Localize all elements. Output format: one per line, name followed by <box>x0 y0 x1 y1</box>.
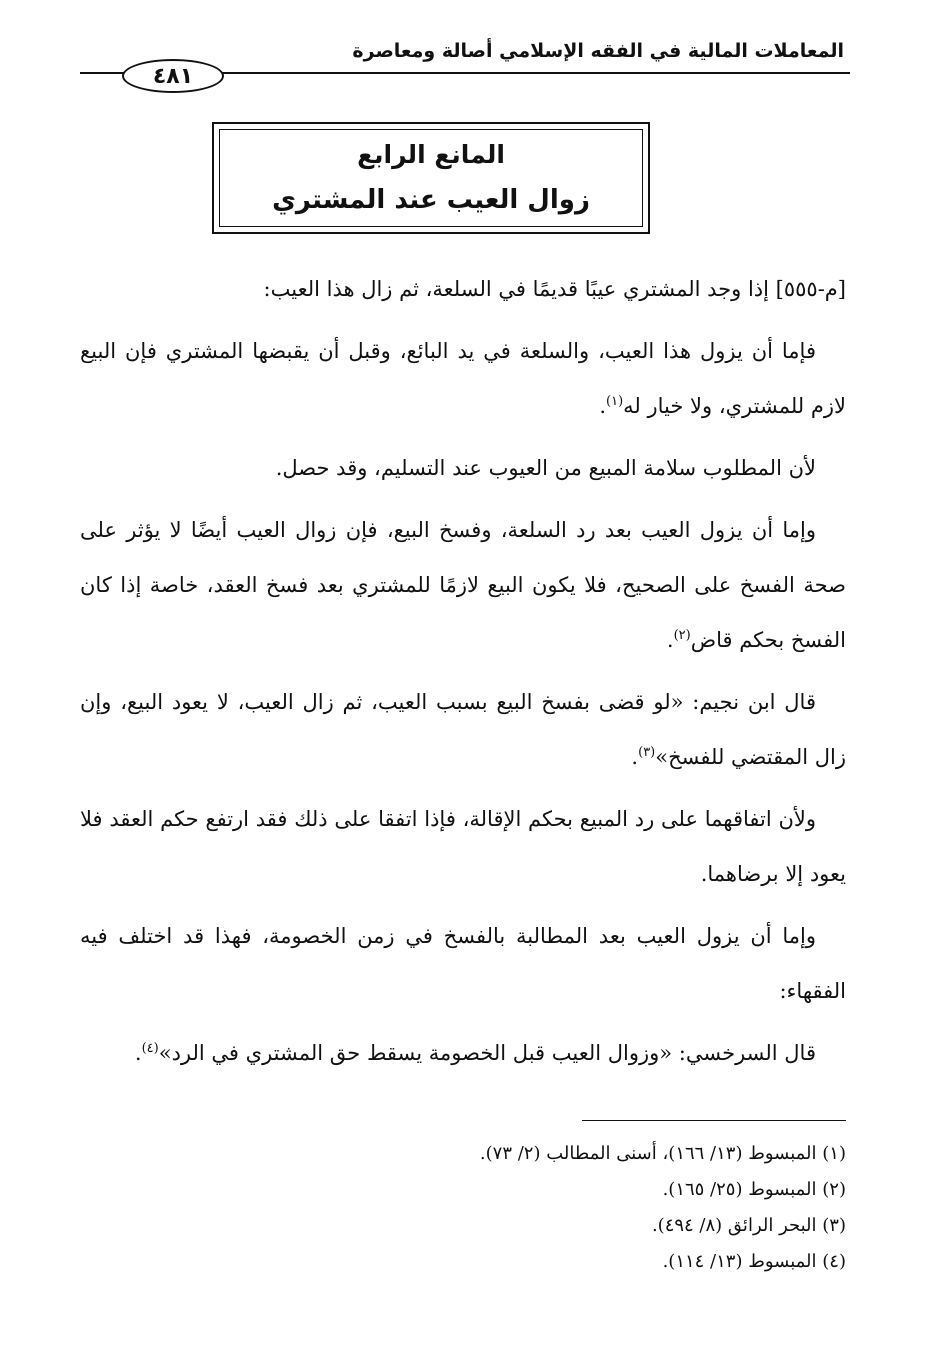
footnote-marker: (٢) <box>673 628 691 643</box>
paragraph-tail: . <box>599 394 607 418</box>
paragraph <box>80 262 846 317</box>
paragraph-text: فإما أن يزول هذا العيب، والسلعة في يد البائع، وقبل أن يقبضها المشتري فإن البيع لازم للمشتري، ولا خيار له <box>80 339 846 418</box>
body-text <box>80 262 846 1088</box>
paragraph-tail: . <box>134 1041 142 1065</box>
paragraph-text: وإما أن يزول العيب بعد رد السلعة، وفسخ البيع، فإن زوال العيب أيضًا لا يؤثر على صحة الفسخ على الصحيح، فلا يكون البيع لازمًا للمشتري بعد فسخ العقد، خاصة إذا كان الفسخ بحكم قاض <box>80 518 846 652</box>
footnote-marker: (٤) <box>141 1041 159 1056</box>
paragraph-tail: . <box>666 628 674 652</box>
running-title: المعاملات المالية في الفقه الإسلامي أصالة ومعاصرة <box>352 40 844 62</box>
paragraph <box>80 792 846 902</box>
section-title-frame <box>219 129 643 227</box>
paragraph-tail: . <box>631 745 639 769</box>
paragraph <box>80 324 846 434</box>
footnote-marker: (٣) <box>638 745 656 760</box>
section-title-line-2: زوال العيب عند المشتري <box>272 185 590 215</box>
paragraph-text: ولأن اتفاقهما على رد المبيع بحكم الإقالة، فإذا اتفقا على ذلك فقد ارتفع حكم العقد فلا يعود إلا برضاهما. <box>80 807 846 886</box>
section-title-line-1: المانع الرابع <box>357 140 505 169</box>
paragraph <box>80 1026 846 1081</box>
paragraph <box>80 675 846 785</box>
footnote: (٣) البحر الرائق (٨/ ٤٩٤). <box>651 1215 846 1236</box>
footnote-rule <box>582 1120 846 1121</box>
paragraph-text: لأن المطلوب سلامة المبيع من العيوب عند التسليم، وقد حصل. <box>275 456 816 480</box>
footnote: (٤) المبسوط (١٣/ ١١٤). <box>662 1251 846 1272</box>
paragraph-text: قال ابن نجيم: «لو قضى بفسخ البيع بسبب العيب، ثم زال العيب، لا يعود البيع، وإن زال المقتضي للفسخ» <box>80 690 846 769</box>
paragraph <box>80 503 846 668</box>
paragraph-text: قال السرخسي: «وزوال العيب قبل الخصومة يسقط حق المشتري في الرد» <box>158 1041 816 1065</box>
footnote-marker: (١) <box>606 394 624 409</box>
paragraph <box>80 441 846 496</box>
page-number: ٤٨١ <box>122 59 224 93</box>
footnotes <box>80 1136 846 1280</box>
footnote: (١) المبسوط (١٣/ ١٦٦)، أسنى المطالب (٢/ ٧٣). <box>479 1143 846 1164</box>
footnote: (٢) المبسوط (٢٥/ ١٦٥). <box>662 1179 846 1200</box>
paragraph-text: وإما أن يزول العيب بعد المطالبة بالفسخ في زمن الخصومة، فهذا قد اختلف فيه الفقهاء: <box>80 924 846 1003</box>
paragraph <box>80 909 846 1019</box>
paragraph-text: [م-٥٥٥] إذا وجد المشتري عيبًا قديمًا في السلعة، ثم زال هذا العيب: <box>263 277 846 301</box>
section-title-box <box>212 122 650 234</box>
